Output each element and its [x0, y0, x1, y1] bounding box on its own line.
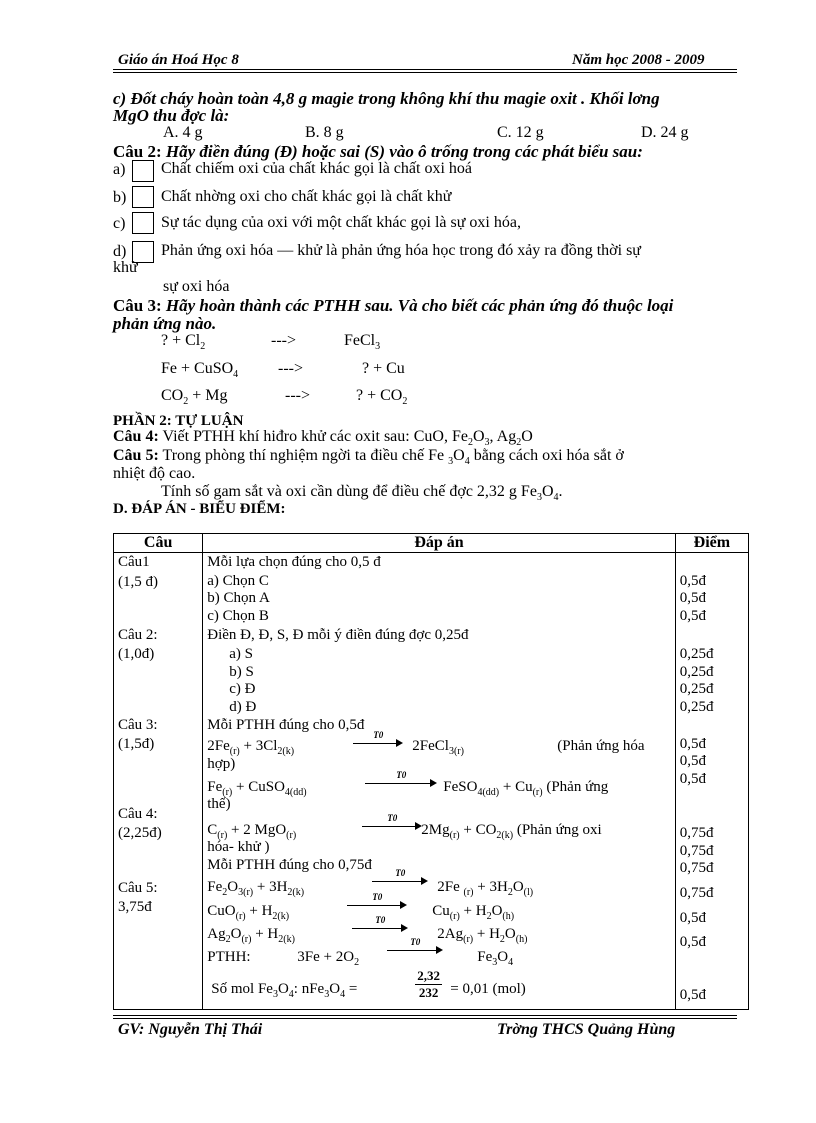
ans-line: c) Chọn B — [207, 608, 269, 624]
mol-line-left: Số mol $Fe_3O_4$: $nFe_3O_4$ = — [211, 981, 358, 1000]
q5-line1: Câu 5: Trong phòng thí nghiệm ngời ta điều chế Fe $_3O_4$ bằng cách oxi hóa sắt ở — [113, 447, 624, 468]
q5-line2: nhiệt độ cao. — [113, 465, 196, 482]
ans-line: Mỗi PTHH đúng cho 0,75đ — [207, 857, 372, 873]
cau3-points: (1,5đ) — [118, 736, 155, 752]
q3-heading — [113, 296, 673, 316]
q3-eq1-right: FeCl$_3$ — [344, 332, 381, 353]
q2-a-label: a) — [113, 161, 126, 178]
q2-d-label: d) — [113, 243, 127, 260]
q2-b-label: b) — [113, 189, 127, 206]
q2-a-text: Chất chiếm oxi của chất khác gọi là chất oxi hoá — [161, 160, 472, 177]
score: 0,75đ — [679, 825, 714, 841]
q1c-line2: MgO thu đợc là: — [113, 106, 230, 125]
eq1-type-cont: hợp) — [207, 756, 236, 772]
score: 0,25đ — [679, 646, 714, 662]
q2-text: Hãy điền đúng (Đ) hoặc sai (S) vào ô trống trong các phát biểu sau: — [165, 142, 643, 161]
eq1-left: $2Fe_{(r)} + 3Cl_{2(k)}$ — [207, 738, 295, 757]
header-left: Giáo án Hoá Học 8 — [118, 52, 239, 68]
header-rule-2 — [113, 72, 737, 73]
score: 0,5đ — [679, 753, 706, 769]
score: 0,5đ — [679, 987, 706, 1003]
ans-line: Điền Đ, Đ, S, Đ mỗi ý điền đúng đợc 0,25đ — [207, 627, 469, 643]
score: 0,25đ — [679, 681, 714, 697]
q3-text1: Hãy hoàn thành các PTHH sau. Và cho biết các phản ứng đó thuộc loại — [165, 296, 674, 315]
eq6-arrow: T0 — [352, 924, 408, 933]
cau4-label: Câu 4: — [118, 806, 158, 822]
q1c-option-a: A. 4 g — [163, 124, 203, 141]
cau4-points: (2,25đ) — [118, 825, 162, 841]
eq1-right: 2FeCl$_{3(r)}$ — [412, 738, 464, 757]
footer-right: Trờng THCS Quảng Hùng — [497, 1021, 676, 1038]
eq4-right: 2Fe $_{(r)} + 3H_2O_{(l)}$ — [437, 879, 534, 898]
section-d-title: D. ĐÁP ÁN - BIỂU ĐIỂM: — [113, 501, 286, 517]
score: 0,5đ — [679, 590, 706, 606]
eq3-arrow: T0 — [362, 822, 422, 831]
eq3-left: $C_{(r)} + 2$ MgO$_{(r)}$ — [207, 822, 297, 841]
header-rule — [113, 69, 737, 70]
eq7-label: PTHH: — [207, 949, 251, 965]
q1c-line1: c) Đốt cháy hoàn toàn 4,8 g magie trong không khí thu magie oxit . Khối lơng — [113, 89, 660, 108]
q2-a-checkbox[interactable] — [132, 160, 154, 182]
mol-line-result: = 0,01 (mol) — [450, 981, 526, 997]
eq7-right: $Fe_3O_4$ — [477, 949, 514, 968]
footer-rule — [113, 1015, 737, 1016]
footer-left: GV: Nguyễn Thị Thái — [118, 1021, 263, 1038]
q2-d-text: Phản ứng oxi hóa — khử là phản ứng hóa học trong đó xảy ra đồng thời sự — [161, 242, 641, 259]
q3-eq2-arrow: ---> — [278, 360, 304, 377]
mol-fraction-denominator: 232 — [418, 985, 439, 1000]
col-header-diem: Điểm — [675, 534, 748, 553]
score: 0,75đ — [679, 843, 714, 859]
eq2-arrow: T0 — [365, 779, 437, 788]
eq7-arrow: T0 — [387, 946, 443, 955]
footer-rule-2 — [113, 1018, 737, 1019]
eq5-arrow: T0 — [347, 901, 407, 910]
score: 0,5đ — [679, 910, 706, 926]
score: 0,5đ — [679, 608, 706, 624]
ans-line: Mỗi lựa chọn đúng cho 0,5 đ — [207, 554, 381, 570]
header-right: Năm học 2008 - 2009 — [572, 52, 705, 68]
cau2-label: Câu 2: — [118, 627, 158, 643]
eq3-right: $2Mg_{(r)} + CO_{2(k)}$ (Phản ứng oxi — [421, 822, 602, 841]
q1c-option-b: B. 8 g — [305, 124, 344, 141]
q3-title: Câu 3: — [113, 296, 162, 315]
score: 0,75đ — [679, 860, 714, 876]
q2-b-text: Chất nhờng oxi cho chất khác gọi là chất khử — [161, 188, 452, 205]
q1c-option-c: C. 12 g — [497, 124, 544, 141]
q3-eq1-arrow: ---> — [271, 332, 297, 349]
q2-b-checkbox[interactable] — [132, 186, 154, 208]
ans-line: a) S — [229, 646, 254, 662]
ans-line: d) Đ — [229, 699, 257, 715]
mol-fraction-numerator: 2,32 — [417, 968, 441, 983]
q3-eq3-right: ? + $CO_2$ — [356, 387, 408, 408]
col-diem — [675, 553, 748, 1010]
q5-line3: Tính số gam sắt và oxi cần dùng để điều chế đợc 2,32 g $Fe_3O_4$. — [161, 483, 563, 504]
eq1-arrow: T0 — [353, 739, 403, 748]
answer-table — [113, 533, 749, 1010]
ans-line: a) Chọn C — [207, 573, 269, 589]
ans-line: b) Chọn A — [207, 590, 270, 606]
cau2-points: (1,0đ) — [118, 646, 155, 662]
col-header-cau: Câu — [114, 534, 203, 553]
q2-c-text: Sự tác dụng của oxi với một chất khác gọi là sự oxi hóa, — [161, 214, 521, 231]
ans-line: c) Đ — [229, 681, 256, 697]
q1c-option-d: D. 24 g — [641, 124, 689, 141]
q3-eq3-arrow: ---> — [285, 387, 311, 404]
score: 0,25đ — [679, 664, 714, 680]
q2-title: Câu 2: — [113, 142, 162, 161]
col-header-dap-an: Đáp án — [203, 534, 675, 553]
ans-line: b) S — [229, 664, 254, 680]
cau5-label: Câu 5: — [118, 880, 158, 896]
part2-title: PHẦN 2: TỰ LUẬN — [113, 413, 244, 429]
eq4-arrow: T0 — [372, 877, 428, 886]
eq6-right: $2Ag_{(r)} + H_2O_{(h)}$ — [437, 926, 528, 945]
mol-fraction — [415, 968, 442, 1001]
q2-c-checkbox[interactable] — [132, 212, 154, 234]
eq6-left: $Ag_2O_{(r)} + H_{2(k)}$ — [207, 926, 295, 945]
col-cau — [114, 553, 203, 1010]
cau5-points: 3,75đ — [118, 899, 152, 915]
score: 0,5đ — [679, 771, 706, 787]
eq3-type-cont: hóa- khử ) — [207, 839, 270, 855]
q3-eq3-left: $CO_2 + Mg$ — [161, 387, 228, 408]
eq2-type-cont: thế) — [207, 796, 231, 812]
q2-d-cont2: sự oxi hóa — [163, 278, 230, 295]
cau1-points: (1,5 đ) — [118, 574, 158, 590]
q3-eq2-right: ? + Cu — [362, 360, 405, 377]
eq2-right: FeSO$_{4(dd)}$ + $Cu_{(r)}$ (Phản ứng — [443, 779, 609, 798]
cau1-label: Câu1 — [118, 554, 150, 570]
eq5-right: $Cu_{(r)} + H_2O_{(h)}$ — [432, 903, 515, 922]
score: 0,25đ — [679, 699, 714, 715]
col-dap-an — [203, 553, 675, 1010]
eq2-left: $Fe_{(r)}$ + CuSO$_{4(dd)}$ — [207, 779, 307, 798]
eq4-left: $Fe_2O_{3(r)} + 3H_{2(k)}$ — [207, 879, 305, 898]
q3-eq2-left: Fe + CuSO$_4$ — [161, 360, 239, 381]
eq7-left: $3Fe + 2O_2$ — [297, 949, 360, 968]
q3-text2: phản ứng nào. — [113, 314, 217, 333]
score: 0,5đ — [679, 934, 706, 950]
q2-d-cont1: khử — [113, 259, 138, 276]
score: 0,75đ — [679, 885, 714, 901]
eq5-left: $CuO_{(r)} + H_{2(k)}$ — [207, 903, 290, 922]
cau3-label: Câu 3: — [118, 717, 158, 733]
q2-c-label: c) — [113, 215, 126, 232]
ans-line: Mỗi PTHH đúng cho 0,5đ — [207, 717, 365, 733]
score: 0,5đ — [679, 736, 706, 752]
q2-heading — [113, 142, 643, 162]
q4-line: Câu 4: Viết PTHH khí hiđro khử các oxit sau: CuO, $Fe_2O_3$, $Ag_2O$ — [113, 428, 533, 449]
eq1-type: (Phản ứng hóa — [557, 738, 645, 754]
score: 0,5đ — [679, 573, 706, 589]
q3-eq1-left: ? + $Cl_2$ — [161, 332, 206, 353]
